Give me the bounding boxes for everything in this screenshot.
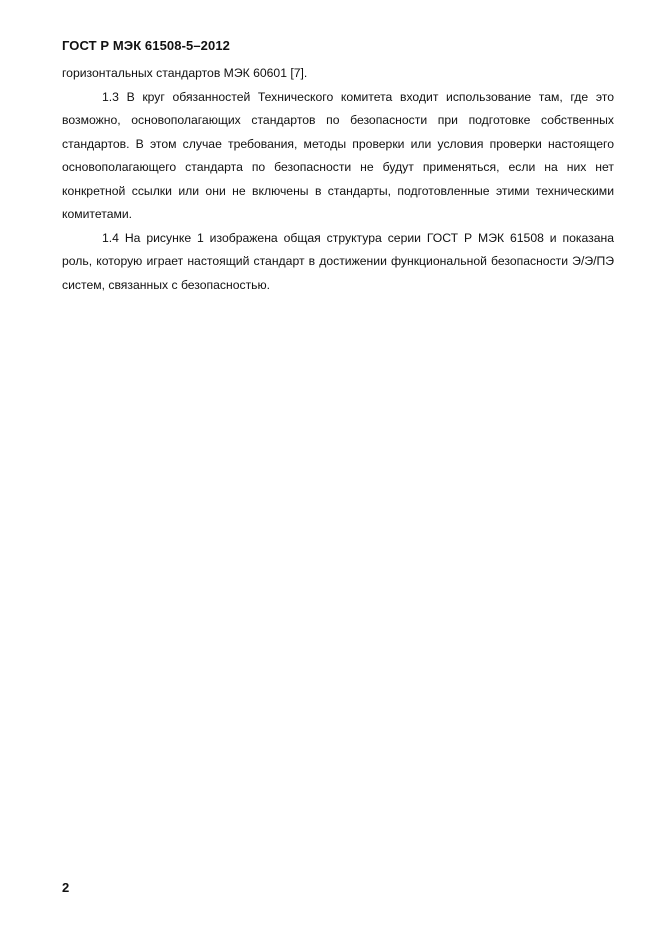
page-number: 2 — [62, 880, 70, 895]
document-body — [62, 62, 614, 297]
paragraph-1-4: 1.4 На рисунке 1 изображена общая структура серии ГОСТ Р МЭК 61508 и показана роль, которую играет настоящий стандарт в достижении функциональной безопасности Э/Э/ПЭ систем, связанных с безопасностью. — [62, 230, 614, 292]
paragraph-1-3: 1.3 В круг обязанностей Технического комитета входит использование там, где это возможно, основополагающих стандартов по безопасности при подготовке собственных стандартов. В этом случае требования, методы проверки или условия проверки настоящего основополагающего стандарта по безопасности не будут применяться, если на них нет конкретной ссылки или они не включены в стандарты, подготовленные этими техническими комитетами. — [62, 89, 614, 221]
paragraph-continuation: горизонтальных стандартов МЭК 60601 [7]. — [62, 66, 308, 80]
document-header: ГОСТ Р МЭК 61508-5–2012 — [62, 38, 230, 53]
